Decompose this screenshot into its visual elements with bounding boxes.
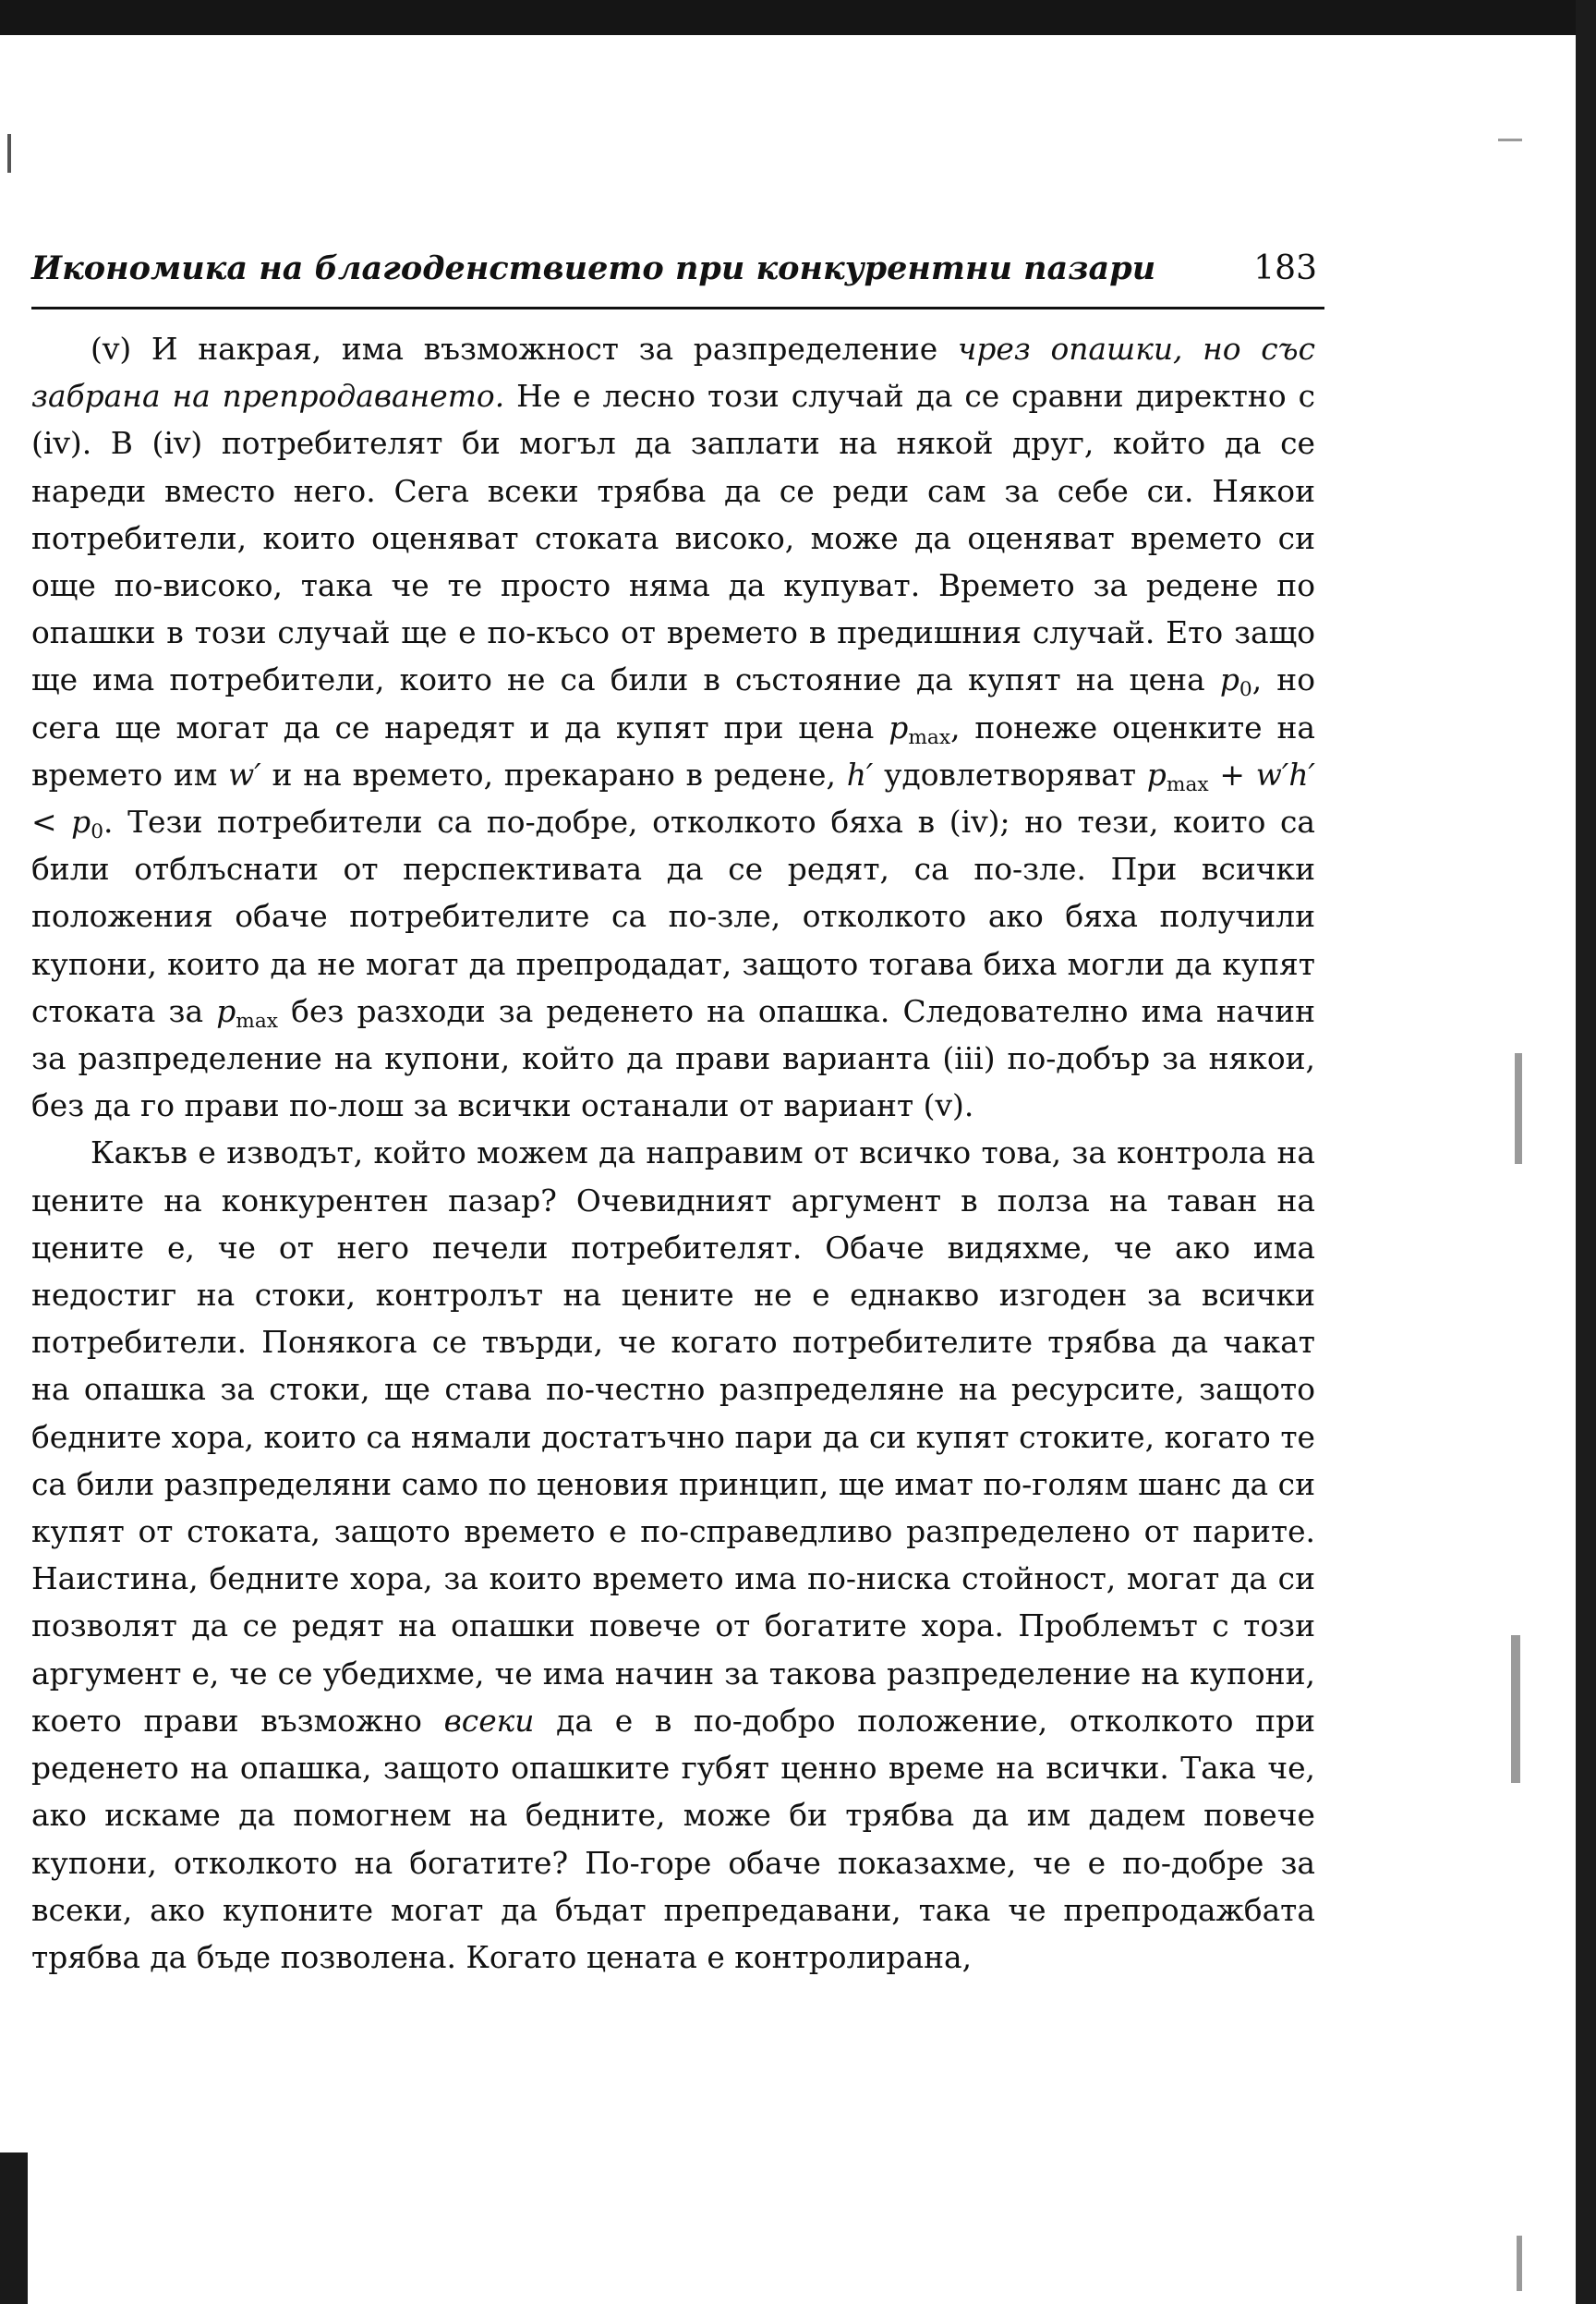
emphasis-text: h′ [846,756,874,793]
text-run: да е в по-добро положение, отколкото при реденето на опашка, защото опашките губят ценно време на всички. Така че, ако искаме да помогнем на бедните, може би трябва да им дадем повече купони, отколкото на богатите? По-горе обаче показахме, че е по-добре за всеки, ако купоните могат да бъдат препредавани, така че препродажбата трябва да бъде позволена. Когато цената е контролирана, [31,1702,1315,1975]
paragraph [31,1129,1315,1981]
scan-speck [1517,2236,1522,2291]
text-run: , понеже оценките на времето им [31,709,1315,793]
text-run: . Тези потребители са по-добре, отколкото бяха в (iv); но тези, които са били отблъснати от перспективата да се редят, са по-зле. При всички положения обаче потребителите са по-зле, отколкото ако бяха получили купони, които да не могат да препродадат, защото тогава биха могли да купят стоката за [31,804,1316,1029]
scan-left-blot [0,2152,28,2304]
scan-speck [1498,139,1522,141]
emphasis-text: w′ [228,756,261,793]
math-symbol: p [1146,756,1167,793]
text-run: < [31,804,72,841]
text-run: (v) И накрая, има възможност за разпределение [91,331,958,367]
running-header-title: Икономика на благоденствието при конкурентни пазари [31,249,1156,287]
text-run: , но сега ще могат да се наредят и да купят при цена [31,661,1315,746]
scan-speck [1511,1635,1520,1783]
page-number: 183 [1253,249,1317,287]
text-run: Не е лесно този случай да се сравни директно с (iv). В (iv) потребителят би могъл да заплати на някой друг, който да се нареди вместо него. Сега всеки трябва да се реди сам за себе си. Някои потребители, които оценяват стоката високо, може да оценяват времето си още по-високо, така че те просто няма да купуват. Времето за редене по опашки в този случай ще е по-късо от времето в предишния случай. Ето защо ще има потребители, които не са били в състояние да купят на цена [31,378,1315,698]
emphasis-text: всеки [443,1702,535,1739]
emphasis-text: чрез опашки, но със забрана на препродаването. [31,331,1315,415]
math-subscript: max [908,725,951,749]
text-run: удовлетворяват [873,756,1147,793]
text-run: Какъв е изводът, който можем да направим от всичко това, за контрола на цените на конкурентен пазар? Очевидният аргумент в полза на таван на цените е, че от него печели потребителят. Обаче видяхме, че ако има недостиг на стоки, контролът на цените не е еднакво изгоден за всички потребители. Понякога се твърди, че когато потребителите трябва да чакат на опашка за стоки, ще става по-честно разпределяне на ресурсите, защото бедните хора, които са нямали достатъчно пари да си купят стоките, когато те са били разпределяни само по ценовия принцип, ще имат по-голям шанс да си купят от стоката, защото времето е по-справедливо разпределено от парите. Наистина, бедните хора, за които времето има по-ниска стойност, могат да си позволят да се редят на опашки повече от богатите хора. Проблемът с този аргумент е, че се убедихме, че има начин за такова разпределение на купони, което прави възможно [31,1134,1315,1739]
scan-top-edge [0,0,1596,35]
scan-mark [7,134,11,173]
running-header [31,246,1324,309]
scan-speck [1515,1053,1522,1164]
scan-right-edge [1576,0,1596,2304]
math-symbol: p [889,709,909,746]
math-symbol: p [71,804,91,841]
math-subscript: max [236,1009,279,1033]
text-run: без разходи за реденето на опашка. Следователно има начин за разпределение на купони, който да прави варианта (iii) по-добър за някои, без да го прави по-лош за всички останали от вариант (v). [31,992,1315,1124]
body-text [31,325,1315,1981]
text-run: и на времето, прекарано в редене, [260,756,847,793]
math-subscript: max [1166,772,1209,796]
emphasis-text: w′h′ [1255,756,1315,793]
math-symbol: p [216,992,236,1029]
paragraph [31,325,1315,1129]
math-subscript: 0 [91,820,104,844]
math-subscript: 0 [1239,678,1252,702]
text-run: + [1208,756,1256,793]
math-symbol: p [1219,661,1239,698]
